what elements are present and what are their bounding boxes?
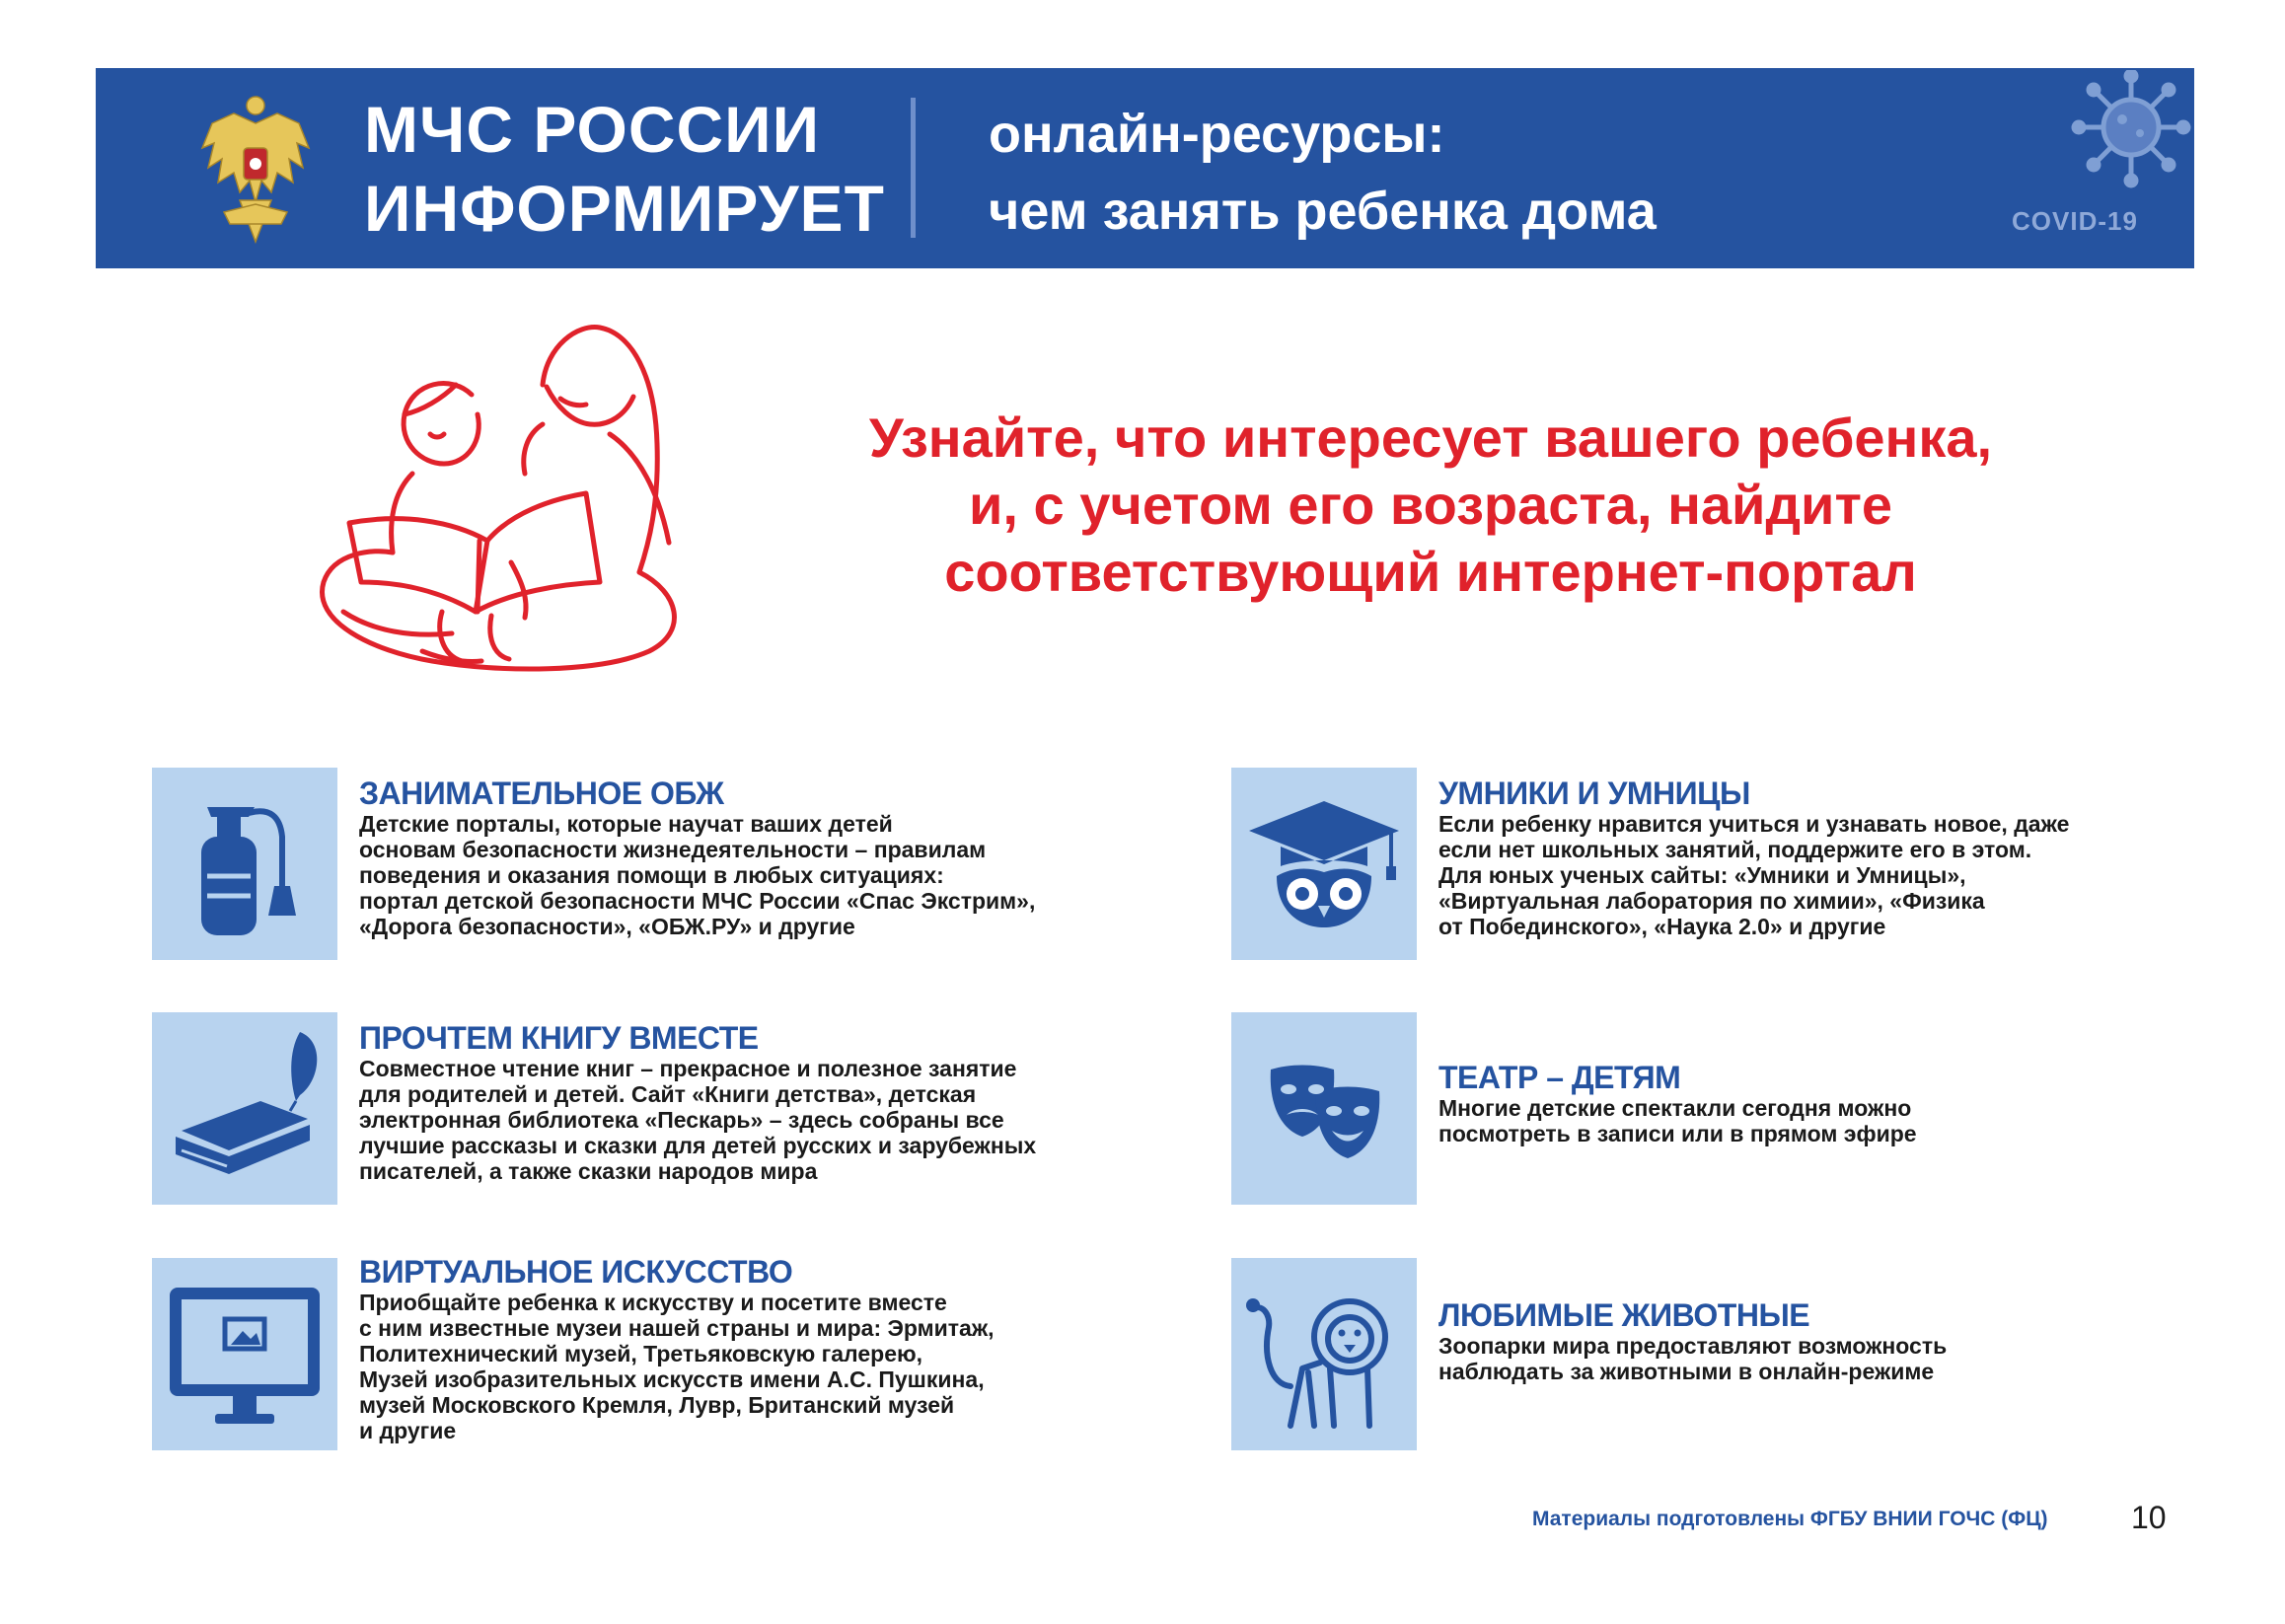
section-description [359,1290,1168,1443]
description-line: Если ребенку нравится учиться и узнавать новое, даже [1438,811,2070,837]
ministry-line-1: МЧС РОССИИ [364,93,821,166]
headline-line-3: соответствующий интернет-портал [944,541,1917,603]
headline-line-1: Узнайте, что интересует вашего ребенка, [868,406,1993,469]
description-line: Зоопарки мира предоставляют возможность [1438,1333,1948,1359]
description-line: «Виртуальная лаборатория по химии», «Физика [1438,888,1985,914]
theater-masks-icon [1231,1012,1417,1205]
description-line: Музей изобразительных искусств имени А.С. Пушкина, [359,1366,985,1392]
description-line: Многие детские спектакли сегодня можно [1438,1095,1912,1121]
topic-line-1: онлайн-ресурсы: [989,105,1445,164]
page-number: 10 [2131,1500,2167,1535]
section-text [359,1254,1168,1443]
section-title: ПРОЧТЕМ КНИГУ ВМЕСТЕ [359,1020,759,1056]
section-description [1438,811,2248,939]
description-line: Для юных ученых сайты: «Умники и Умницы», [1438,862,1966,888]
section-description [1438,1095,2248,1146]
description-line: посмотреть в записи или в прямом эфире [1438,1121,1917,1146]
fire-extinguisher-icon [152,768,337,960]
section-title: ЛЮБИМЫЕ ЖИВОТНЫЕ [1438,1297,1810,1333]
description-line: если нет школьных занятий, поддержите его в этом. [1438,837,2032,862]
section-card-read-together [152,1012,1158,1205]
description-line: Политехнический музей, Третьяковскую галерею, [359,1341,923,1366]
monitor-picture-icon [152,1258,337,1450]
description-line: лучшие рассказы и сказки для детей русских и зарубежных [359,1133,1037,1158]
section-card-virtual-art [152,1254,1158,1450]
description-line: Детские порталы, которые научат ваших детей [359,811,893,837]
lion-icon [1231,1258,1417,1450]
section-title: ЗАНИМАТЕЛЬНОЕ ОБЖ [359,775,724,811]
section-title: УМНИКИ И УМНИЦЫ [1438,775,1750,811]
ministry-line-2: ИНФОРМИРУЕТ [364,172,885,245]
section-description [359,811,1168,939]
description-line: поведения и оказания помощи в любых ситуациях: [359,862,944,888]
description-line: писателей, а также сказки народов мира [359,1158,818,1184]
owl-graduation-icon [1231,768,1417,960]
book-quill-icon [152,1012,337,1205]
description-line: электронная библиотека «Пескарь» – здесь собраны все [359,1107,1004,1133]
description-line: и другие [359,1418,457,1443]
virus-icon [2069,70,2193,188]
section-title: ТЕАТР – ДЕТЯМ [1438,1060,1681,1095]
header-divider [911,98,916,238]
topic-line-2: чем занять ребенка дома [989,182,1657,241]
section-text [1438,1060,2248,1146]
description-line: портал детской безопасности МЧС России «Спас Экстрим», [359,888,1036,914]
ministry-title [364,90,885,248]
section-text [1438,1297,2248,1384]
description-line: Совместное чтение книг – прекрасное и полезное занятие [359,1056,1017,1081]
section-text [1438,775,2248,939]
section-card-animals [1231,1258,2238,1450]
section-description [359,1056,1168,1184]
description-line: основам безопасности жизнедеятельности – правилам [359,837,987,862]
mother-child-reading-illustration [314,316,699,701]
description-line: с ним известные музеи нашей страны и мира: Эрмитаж, [359,1315,995,1341]
section-text [359,1020,1168,1184]
headline-line-2: и, с учетом его возраста, найдите [968,474,1893,536]
description-line: для родителей и детей. Сайт «Книги детства», детская [359,1081,977,1107]
section-card-theater [1231,1012,2238,1205]
description-line: Приобщайте ребенка к искусству и посетите вместе [359,1290,947,1315]
description-line: музей Московского Кремля, Лувр, Британский музей [359,1392,955,1418]
covid-label: COVID-19 [2012,206,2138,236]
topic-title [989,96,1657,250]
header-banner [96,68,2194,268]
section-description [1438,1333,2248,1384]
footer-credit: Материалы подготовлены ФГБУ ВНИИ ГОЧС (ФЦ) [1532,1508,2048,1530]
description-line: наблюдать за животными в онлайн-режиме [1438,1359,1935,1384]
description-line: «Дорога безопасности», «ОБЖ.РУ» и другие [359,914,855,939]
section-card-obzh [152,768,1158,960]
section-text [359,775,1168,939]
headline [750,405,2111,606]
section-card-smart-kids [1231,768,2238,960]
section-title: ВИРТУАЛЬНОЕ ИСКУССТВО [359,1254,793,1290]
emblem-icon [194,94,318,244]
description-line: от Побединского», «Наука 2.0» и другие [1438,914,1886,939]
